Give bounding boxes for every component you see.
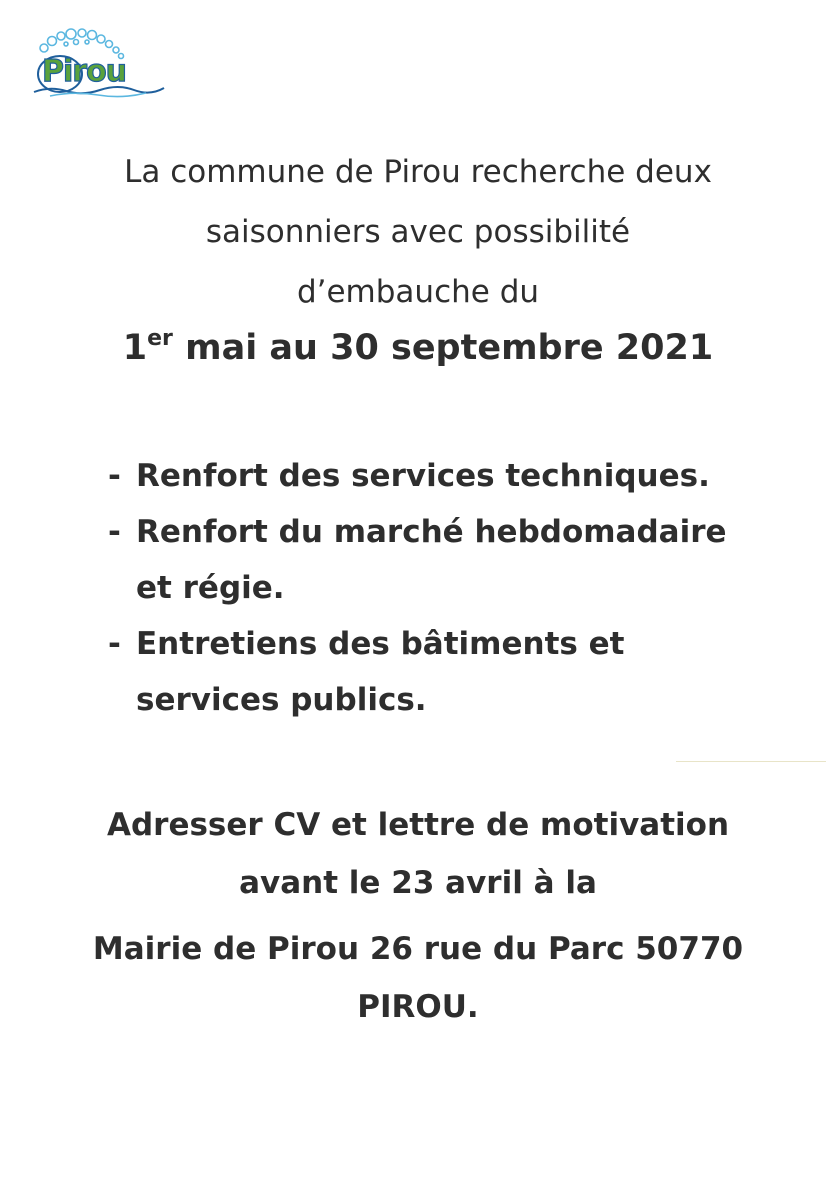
- task-list: [108, 448, 828, 728]
- logo-text: Pirou: [42, 54, 127, 89]
- intro-line-1: La commune de Pirou recherche deux: [124, 154, 712, 190]
- dates-ordinal-suffix: er: [147, 326, 173, 351]
- task-line: Renfort des services techniques.: [136, 458, 710, 494]
- task-line: Entretiens des bâtiments et: [136, 626, 625, 662]
- employment-dates: [0, 326, 836, 368]
- dates-rest: mai au 30 septembre 2021: [172, 328, 714, 368]
- list-item: [108, 616, 828, 728]
- list-item: [108, 504, 828, 616]
- application-instructions: [0, 796, 836, 912]
- address-line-1: Mairie de Pirou 26 rue du Parc 50770: [92, 931, 744, 967]
- task-line: Renfort du marché hebdomadaire: [136, 514, 727, 550]
- address-line-2: PIROU.: [357, 989, 479, 1025]
- task-line-continued: services publics.: [136, 682, 427, 718]
- list-dash: -: [108, 458, 121, 494]
- pirou-town-logo-icon: [30, 28, 170, 100]
- mailing-address: [0, 920, 836, 1036]
- list-dash: -: [108, 514, 121, 550]
- task-line-continued: et régie.: [136, 570, 285, 606]
- scan-artifact-line: [676, 761, 826, 762]
- intro-line-3: d’embauche du: [296, 274, 540, 310]
- apply-line-2: avant le 23 avril à la: [239, 865, 597, 901]
- list-item: [108, 448, 828, 504]
- apply-line-1: Adresser CV et lettre de motivation: [106, 807, 730, 843]
- intro-text: [0, 142, 836, 322]
- intro-line-2: saisonniers avec possibilité: [205, 214, 631, 250]
- dates-day: 1: [122, 328, 148, 368]
- list-dash: -: [108, 626, 121, 662]
